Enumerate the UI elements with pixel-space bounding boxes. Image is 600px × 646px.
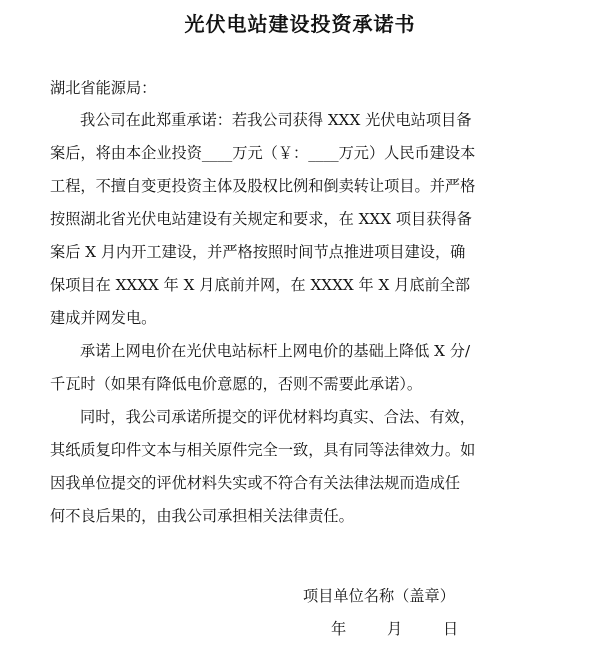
paragraph-line: 建成并网发电。 <box>50 309 157 327</box>
date-day: 日 <box>443 620 459 638</box>
signature-label: 项目单位名称（盖章） <box>303 587 455 605</box>
paragraph-line: 同时，我公司承诺所提交的评优材料均真实、合法、有效， <box>80 408 475 426</box>
paragraph-line: 按照湖北省光伏电站建设有关规定和要求，在 XXX 项目获得备 <box>50 210 472 228</box>
paragraph-line: 何不良后果的，由我公司承担相关法律责任。 <box>50 507 354 525</box>
date-month: 月 <box>387 620 403 638</box>
paragraph-line: 因我单位提交的评优材料失实或不符合有关法律法规而造成任 <box>50 474 461 492</box>
paragraph-line: 其纸质复印件文本与相关原件完全一致，具有同等法律效力。如 <box>50 441 476 459</box>
paragraph-line: 我公司在此郑重承诺：若我公司获得 XXX 光伏电站项目备 <box>80 111 472 129</box>
document-title: 光伏电站建设投资承诺书 <box>184 12 416 36</box>
date-year: 年 <box>331 620 347 638</box>
paragraph-line: 千瓦时（如果有降低电价意愿的，否则不需要此承诺）。 <box>50 375 423 393</box>
paragraph-line: 保项目在 XXXX 年 X 月底前并网，在 XXXX 年 X 月底前全部 <box>50 276 471 294</box>
paragraph-line: 案后，将由本企业投资____万元（￥：____万元）人民币建设本 <box>50 144 476 162</box>
paragraph-line: 案后 X 月内开工建设，并严格按照时间节点推进项目建设，确 <box>50 243 466 261</box>
paragraph-line: 工程，不擅自变更投资主体及股权比例和倒卖转让项目。并严格 <box>50 177 476 195</box>
paragraph-line: 承诺上网电价在光伏电站标杆上网电价的基础上降低 X 分/ <box>80 342 471 360</box>
salutation: 湖北省能源局： <box>50 79 157 97</box>
